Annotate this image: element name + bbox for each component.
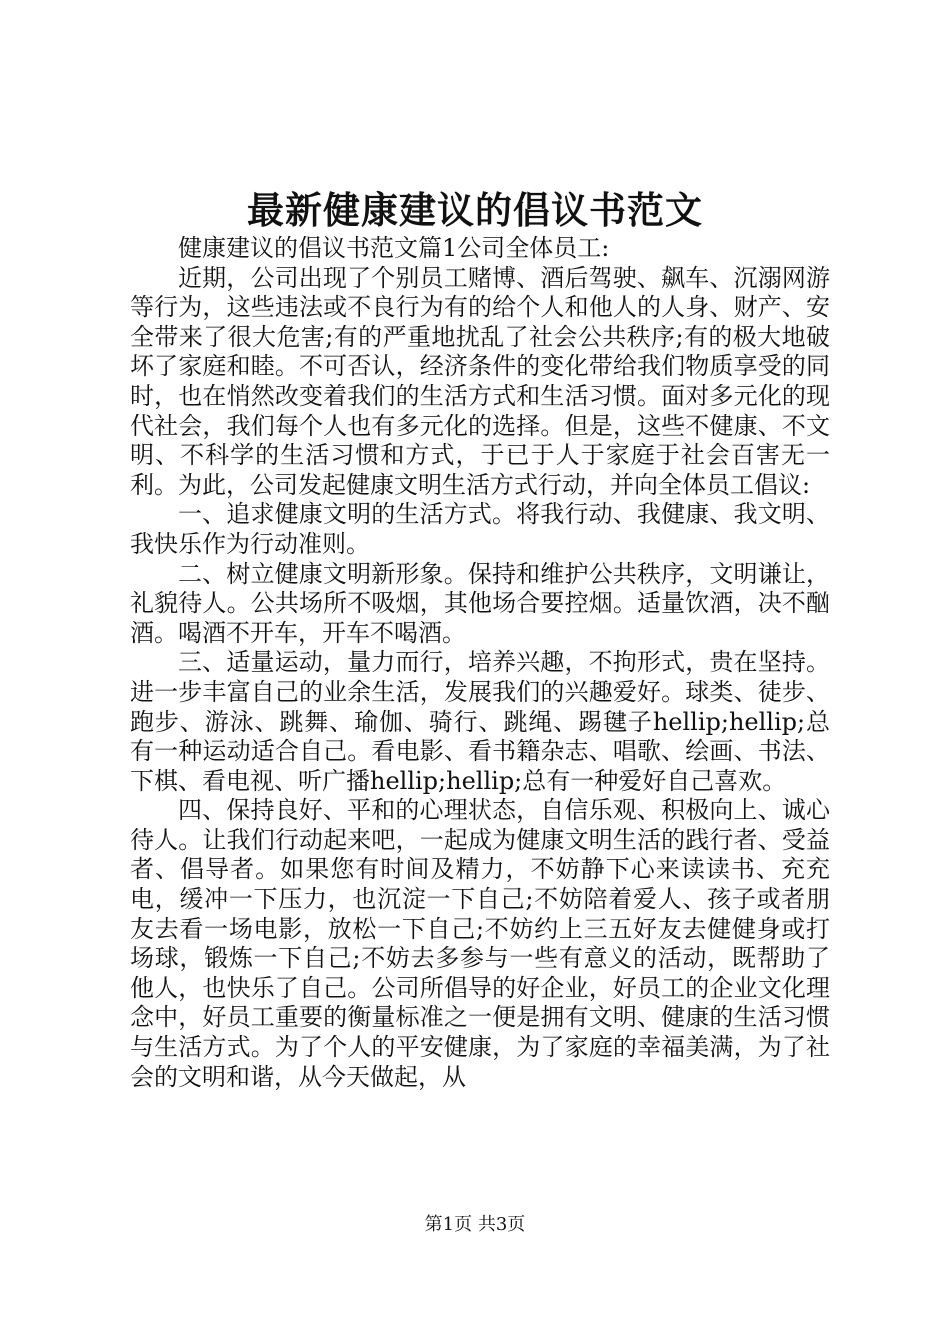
paragraph-intro: 近期，公司出现了个别员工赌博、酒后驾驶、飙车、沉溺网游等行为，这些违法或不良行为有的给个人和他人的人身、财产、安全带来了很大危害;有的严重地扰乱了社会公共秩序;有的极大地破坏了家庭和睦。不可否认，经济条件的变化带给我们物质享受的同时，也在悄然改变着我们的生活方式和生活习惯。面对多元化的现代社会，我们每个人也有多元化的选择。但是，这些不健康、不文明、不科学的生活习惯和方式，于已于人于家庭于社会百害无一利。为此，公司发起健康文明生活方式行动，并向全体员工倡议: <box>130 263 830 499</box>
document-body <box>130 234 830 1092</box>
document-title: 最新健康建议的倡议书范文 <box>247 188 703 232</box>
paragraph-salutation: 健康建议的倡议书范文篇1公司全体员工: <box>178 234 610 262</box>
paragraph-item-2: 二、树立健康文明新形象。保持和维护公共秩序，文明谦让，礼貌待人。公共场所不吸烟，其他场合要控烟。适量饮酒，决不酗酒。喝酒不开车，开车不喝酒。 <box>130 559 830 647</box>
paragraph-item-3: 三、适量运动，量力而行，培养兴趣，不拘形式，贵在坚持。进一步丰富自己的业余生活，发展我们的兴趣爱好。球类、徒步、跑步、游泳、跳舞、瑜伽、骑行、跳绳、踢毽子hellip;hellip;总有一种运动适合自己。看电影、看书籍杂志、唱歌、绘画、书法、下棋、看电视、听广播hellip;hellip;总有一种爱好自己喜欢。 <box>130 648 830 795</box>
paragraph-item-1: 一、追求健康文明的生活方式。将我行动、我健康、我文明、我快乐作为行动准则。 <box>130 500 830 558</box>
paragraph-item-4: 四、保持良好、平和的心理状态，自信乐观、积极向上、诚心待人。让我们行动起来吧，一起成为健康文明生活的践行者、受益者、倡导者。如果您有时间及精力，不妨静下心来读读书、充充电，缓冲一下压力，也沉淀一下自己;不妨陪着爱人、孩子或者朋友去看一场电影，放松一下自己;不妨约上三五好友去健健身或打场球，锻炼一下自己;不妨去多参与一些有意义的活动，既帮助了他人，也快乐了自己。公司所倡导的好企业，好员工的企业文化理念中，好员工重要的衡量标准之一便是拥有文明、健康的生活习惯与生活方式。为了个人的平安健康，为了家庭的幸福美满，为了社会的文明和谐，从今天做起，从 <box>130 796 830 1091</box>
page-footer: 第1页 共3页 <box>424 1214 526 1235</box>
